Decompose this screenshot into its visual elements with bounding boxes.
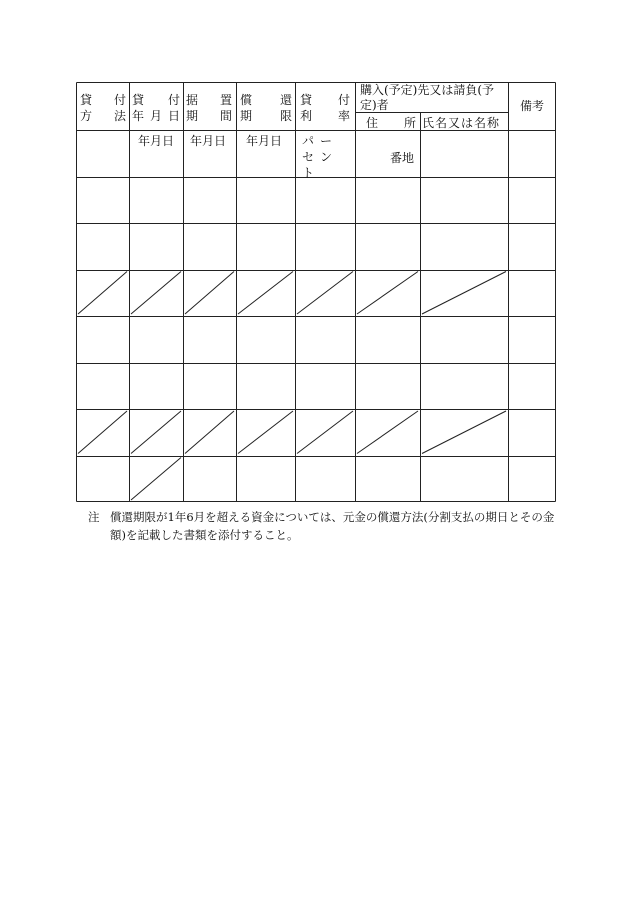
cell-diagonal [131,458,181,501]
cell-diagonal [297,411,353,454]
cell-diagonal [185,272,234,315]
cell-diagonal [357,411,418,454]
unit-loan-date: 年月日 [138,134,175,148]
cell-diagonal [78,272,127,315]
unit-repayment-term: 年月日 [246,134,283,148]
unit-rate: パーセント [302,134,339,180]
cell-diagonal [238,272,293,315]
unit-address: 番地 [390,151,415,165]
cell-diagonal [357,272,418,315]
header-repayment-term: 償 還 期 限 [240,93,292,123]
header-loan-date: 貸 付 年 月 日 [132,93,180,123]
header-address: 住 所 [366,116,416,130]
cell-diagonal [422,272,506,315]
cell-diagonal [78,411,127,454]
header-supplier-group: 購入(予定)先又は請負(予定)者 [360,83,495,112]
footnote-text: 償還期限が1年6月を超える資金については、元金の償還方法(分割支払の期日とその金額)を記載した書類を添付すること。 [110,510,555,542]
header-loan-method: 貸 付 方 法 [80,93,126,123]
footnote-mark: 注 [88,510,100,524]
cell-diagonal [422,411,506,454]
header-name: 氏名又は名称 [422,116,501,130]
cell-diagonal [131,272,181,315]
cell-diagonal [185,411,234,454]
cell-diagonal [238,411,293,454]
header-grace-period: 据 置 期 間 [186,93,232,123]
header-remarks: 備考 [519,99,544,113]
header-interest-rate: 貸 付 利 率 [300,93,350,123]
cell-diagonal [131,411,181,454]
unit-grace-period: 年月日 [190,134,227,148]
loan-form-table [76,82,556,502]
cell-diagonal [297,272,353,315]
